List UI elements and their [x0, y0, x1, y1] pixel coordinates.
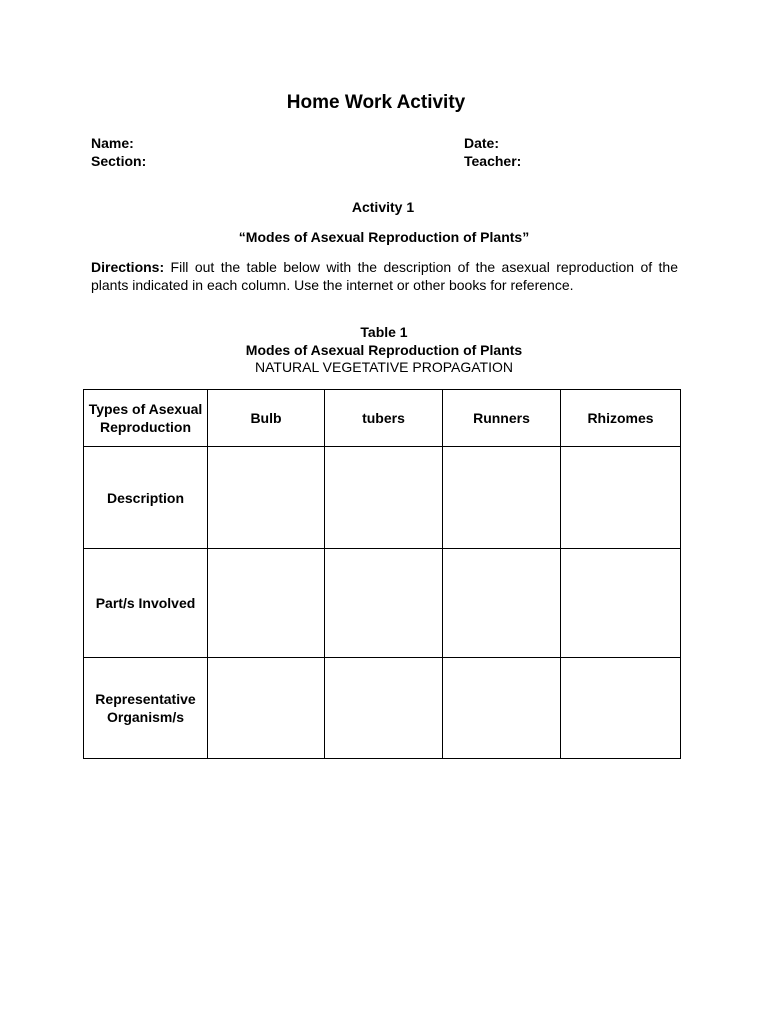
cell-parts-rhizomes[interactable] — [561, 549, 681, 658]
table-title: Modes of Asexual Reproduction of Plants — [245, 342, 523, 358]
directions-text: Fill out the table below with the description of the asexual reproduction of the plants indicated in each column. Use the internet or other books for reference. — [91, 259, 678, 293]
column-header-rhizomes: Rhizomes — [561, 390, 681, 447]
activity-subtitle: “Modes of Asexual Reproduction of Plants” — [238, 229, 530, 245]
page-title: Home Work Activity — [286, 92, 466, 113]
cell-parts-bulb[interactable] — [208, 549, 325, 658]
table-row — [84, 447, 681, 549]
activity-title: Activity 1 — [351, 199, 415, 215]
reproduction-table — [83, 389, 681, 759]
date-label: Date: — [464, 135, 500, 151]
cell-organisms-bulb[interactable] — [208, 658, 325, 759]
table-number: Table 1 — [360, 324, 408, 340]
column-header-bulb: Bulb — [208, 390, 325, 447]
cell-description-tubers[interactable] — [325, 447, 443, 549]
cell-organisms-runners[interactable] — [443, 658, 561, 759]
cell-description-runners[interactable] — [443, 447, 561, 549]
table-subtitle: NATURAL VEGETATIVE PROPAGATION — [254, 359, 513, 375]
column-header-runners: Runners — [443, 390, 561, 447]
row-label-parts-involved: Part/s Involved — [84, 549, 208, 658]
table-row — [84, 549, 681, 658]
cell-description-rhizomes[interactable] — [561, 447, 681, 549]
directions-paragraph — [91, 259, 678, 294]
column-header-tubers: tubers — [325, 390, 443, 447]
table-row — [84, 658, 681, 759]
header-types-label: Types of Asexual Reproduction — [84, 390, 208, 447]
teacher-label: Teacher: — [464, 153, 522, 169]
table-header-row — [84, 390, 681, 447]
cell-description-bulb[interactable] — [208, 447, 325, 549]
cell-organisms-tubers[interactable] — [325, 658, 443, 759]
name-label: Name: — [91, 135, 134, 151]
section-label: Section: — [91, 153, 147, 169]
cell-parts-tubers[interactable] — [325, 549, 443, 658]
directions-label: Directions: — [91, 259, 165, 275]
row-label-representative-organisms: Representative Organism/s — [84, 658, 208, 759]
cell-organisms-rhizomes[interactable] — [561, 658, 681, 759]
cell-parts-runners[interactable] — [443, 549, 561, 658]
row-label-description: Description — [84, 447, 208, 549]
